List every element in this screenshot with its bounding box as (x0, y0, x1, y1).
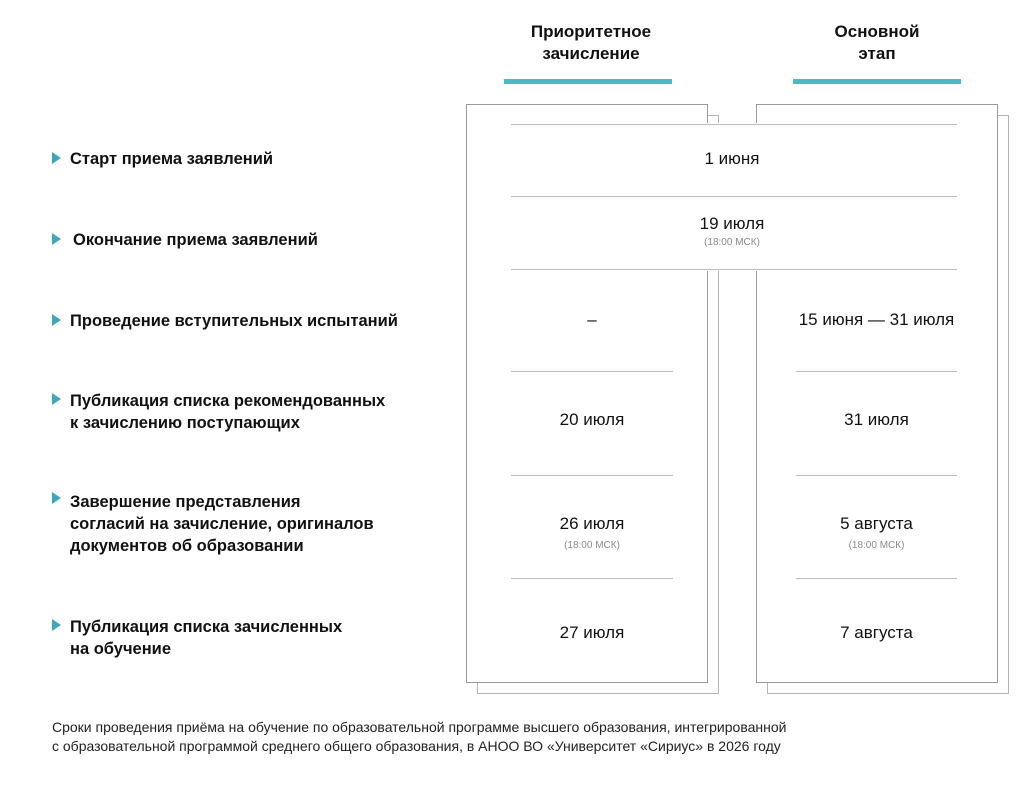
separator-shared-bottom (511, 269, 957, 270)
footer-caption: Сроки проведения приёма на обучение по образовательной программе высшего образования, интегрированной с образовательной программой среднего общего образования, в АНОО ВО «Университет «Сириус» в 2026 году (52, 719, 787, 754)
priority-column-title: Приоритетное зачисление (530, 22, 652, 63)
separator-top (511, 124, 957, 125)
bullet-arrow-icon (52, 152, 61, 164)
row-label-application-end: Окончание приема заявлений (73, 231, 318, 249)
row-label-consent-deadline: Завершение представления согласий на зачисление, оригиналов документов об образовании (70, 493, 374, 555)
priority-value-recommended-list: 20 июля (559, 410, 625, 429)
bullet-arrow-icon (52, 233, 61, 245)
shared-value-application-start: 1 июня (704, 149, 760, 168)
priority-note-consent-deadline: (18:00 МСК) (564, 540, 620, 551)
bullet-arrow-icon (52, 492, 61, 504)
main-value-enrolled-list: 7 августа (840, 623, 913, 642)
priority-value-entrance-exams: – (587, 310, 597, 329)
row-label-entrance-exams: Проведение вступительных испытаний (70, 312, 398, 330)
main-column-underline (793, 79, 961, 84)
separator-priority-4 (511, 475, 673, 476)
separator-priority-3 (511, 371, 673, 372)
shared-note-application-end: (18:00 МСК) (704, 237, 760, 248)
bullet-arrow-icon (52, 619, 61, 631)
separator-main-5 (796, 578, 957, 579)
priority-value-consent-deadline: 26 июля (559, 514, 625, 533)
shared-value-application-end: 19 июля (699, 214, 765, 233)
main-value-consent-deadline: 5 августа (840, 514, 913, 533)
row-label-recommended-list: Публикация списка рекомендованных к зачислению поступающих (70, 392, 386, 432)
separator-priority-5 (511, 578, 673, 579)
priority-column-underline (504, 79, 672, 84)
row-label-application-start: Старт приема заявлений (70, 150, 274, 168)
main-value-recommended-list: 31 июля (844, 410, 909, 429)
bullet-arrow-icon (52, 314, 61, 326)
priority-value-enrolled-list: 27 июля (559, 623, 625, 642)
separator-shared-middle (511, 196, 957, 197)
separator-main-4 (796, 475, 957, 476)
bullet-arrow-icon (52, 393, 61, 405)
main-value-entrance-exams: 15 июня — 31 июля (798, 310, 955, 329)
separator-main-3 (796, 371, 957, 372)
row-label-enrolled-list: Публикация списка зачисленных на обучение (70, 618, 343, 658)
main-column-title: Основной этап (834, 22, 920, 63)
main-note-consent-deadline: (18:00 МСК) (848, 540, 905, 551)
